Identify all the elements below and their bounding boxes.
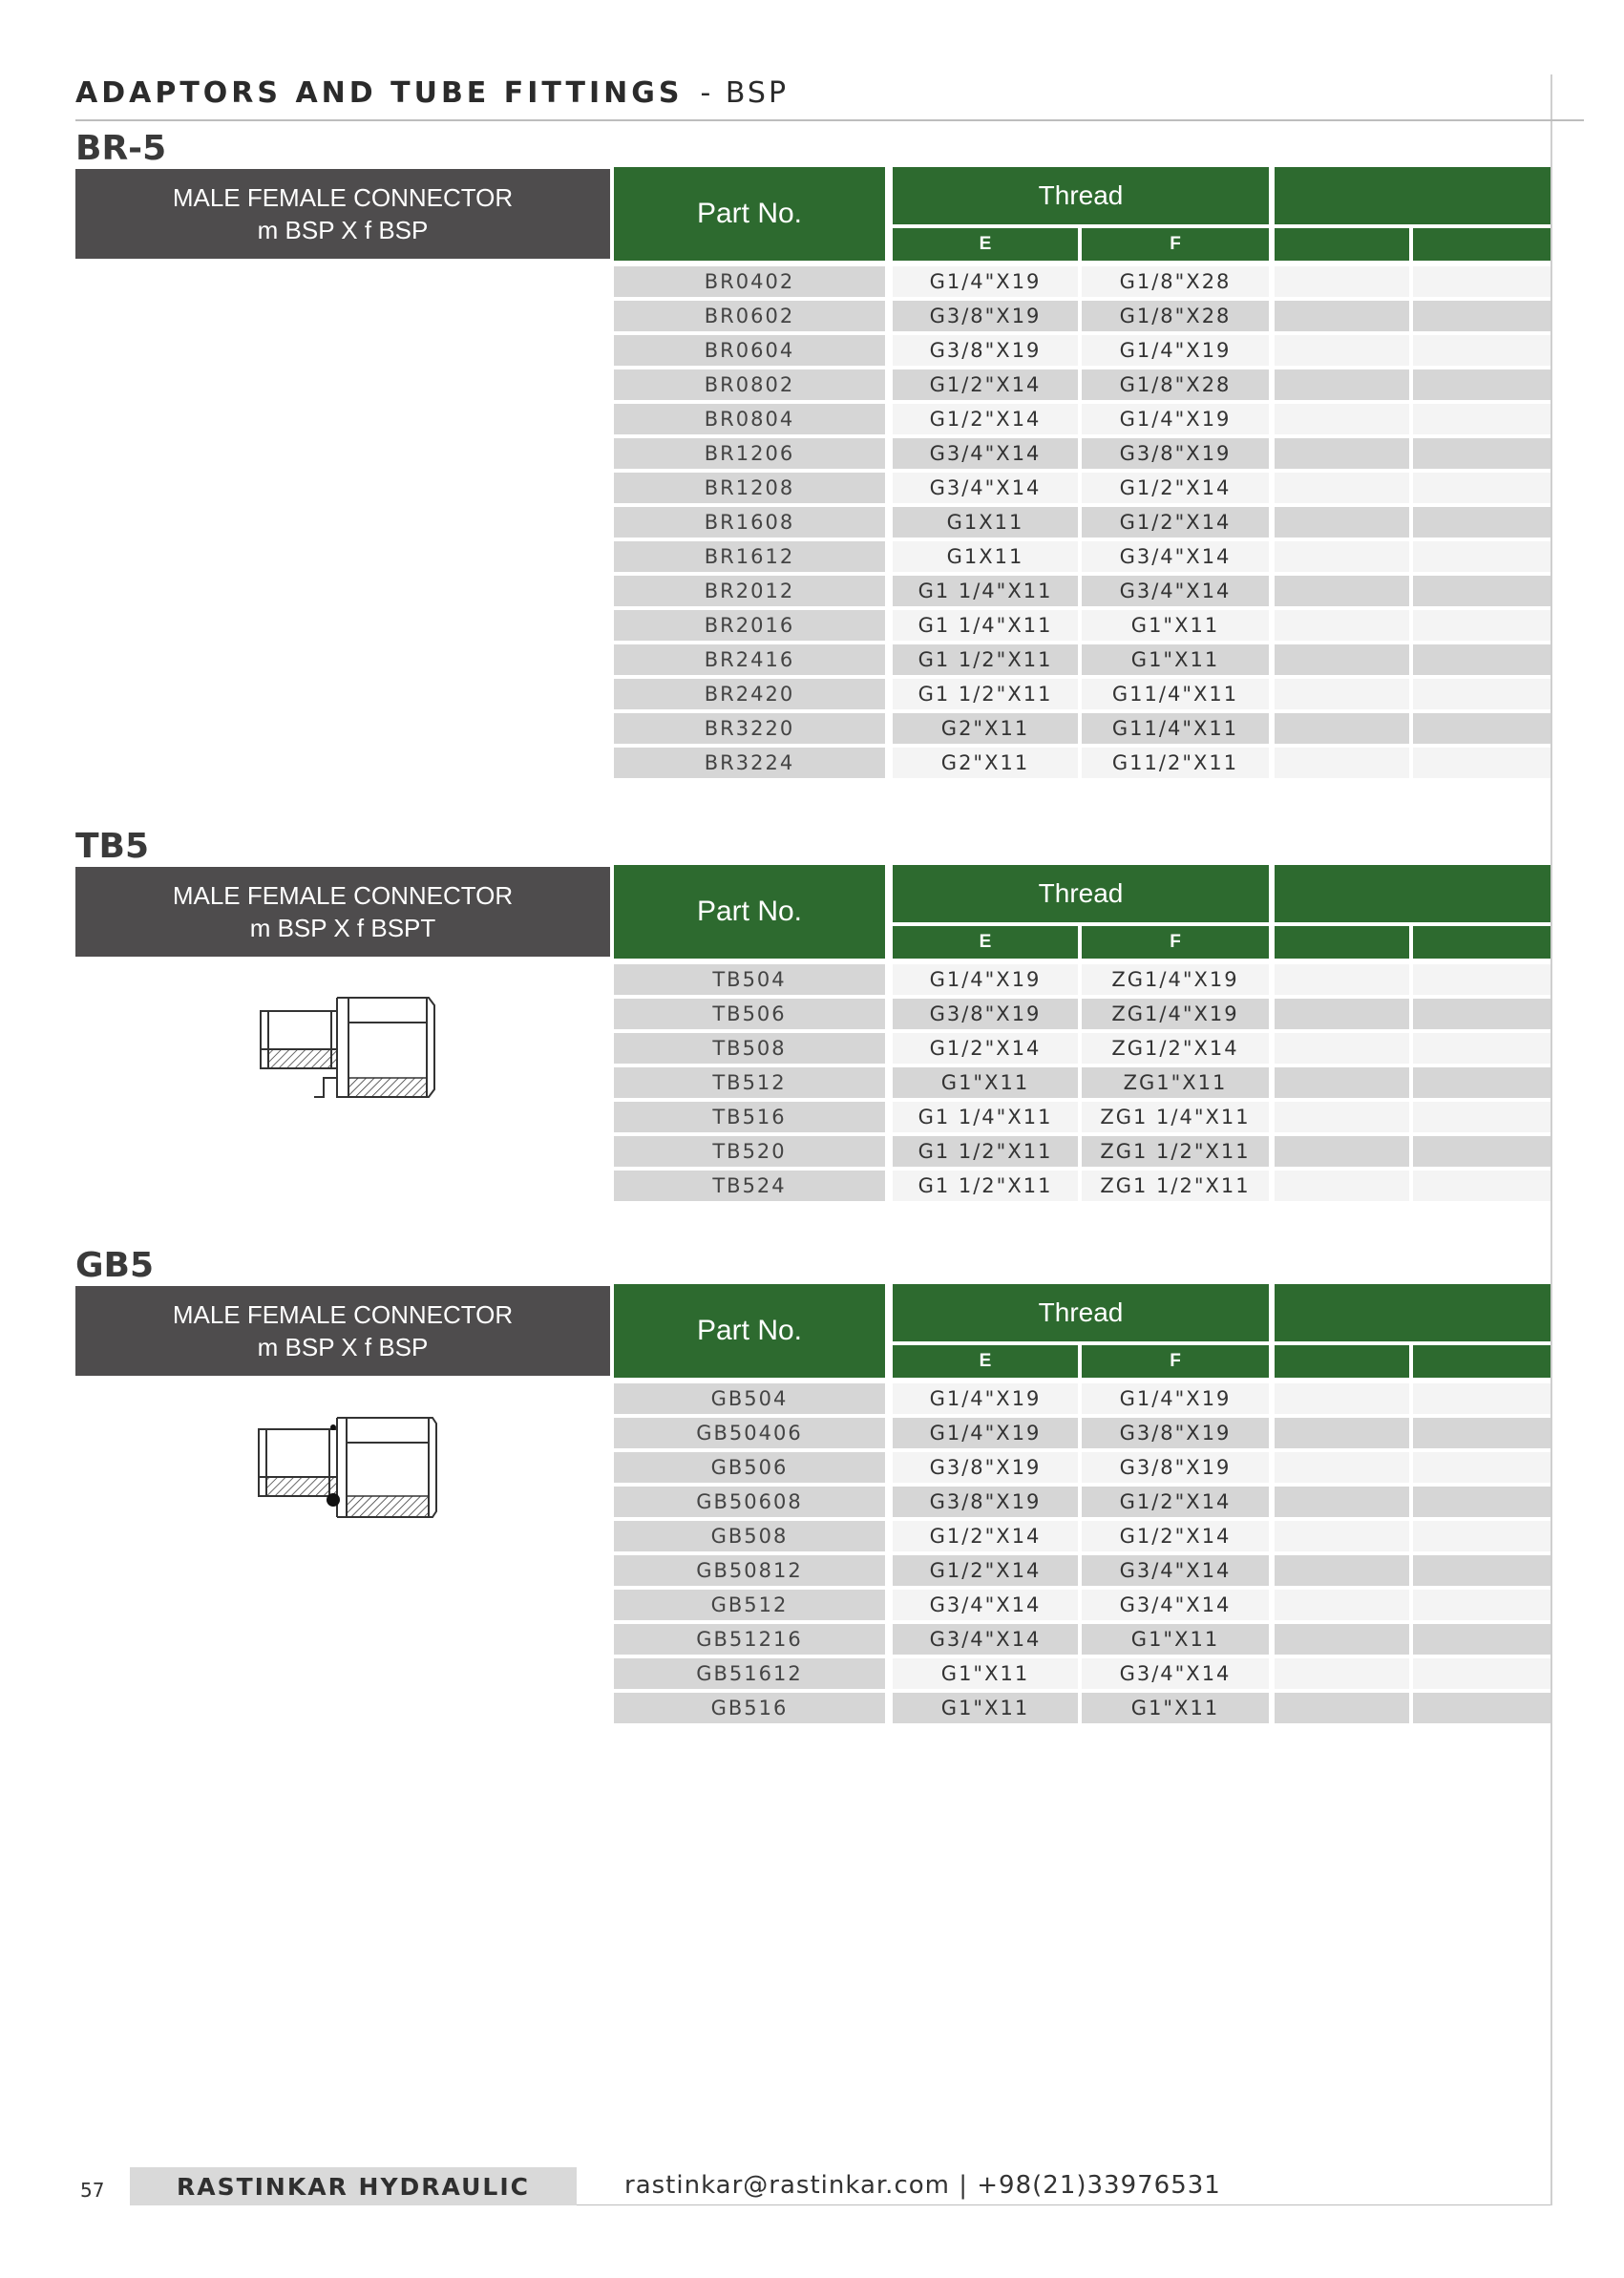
table-row	[614, 608, 1550, 643]
column-header-thread: Thread	[893, 865, 1269, 922]
thread-f-cell: G3/4"X14	[1082, 1590, 1269, 1620]
table-row	[614, 1382, 1550, 1416]
empty-cell	[1275, 1171, 1409, 1201]
part-number-cell: GB51612	[614, 1658, 885, 1689]
thread-f-cell: ZG1/4"X19	[1082, 999, 1269, 1029]
part-number-cell: GB51216	[614, 1624, 885, 1655]
section-code: BR-5	[75, 129, 167, 168]
thread-f-cell: G3/8"X19	[1082, 1418, 1269, 1448]
section-label-line1: MALE FEMALE CONNECTOR	[172, 183, 514, 212]
part-number-cell: TB508	[614, 1033, 885, 1064]
part-number-cell: GB504	[614, 1383, 885, 1414]
column-header-f: F	[1082, 1345, 1269, 1378]
thread-f-cell: G1/8"X28	[1082, 301, 1269, 331]
footer-brand: RASTINKAR HYDRAULIC	[130, 2167, 577, 2205]
empty-cell	[1413, 610, 1550, 641]
thread-e-cell: G1 1/2"X11	[893, 644, 1078, 675]
page-title-subtitle: - BSP	[700, 76, 790, 110]
empty-cell	[1275, 1418, 1409, 1448]
section-code: TB5	[75, 827, 150, 866]
column-header-blank	[1275, 865, 1550, 922]
empty-cell	[1413, 576, 1550, 606]
column-header-blank	[1275, 228, 1409, 261]
thread-e-cell: G3/4"X14	[893, 1624, 1078, 1655]
part-number-cell: TB506	[614, 999, 885, 1029]
empty-cell	[1275, 1487, 1409, 1517]
table-row	[614, 1622, 1550, 1656]
table-row	[614, 1100, 1550, 1134]
empty-cell	[1275, 541, 1409, 572]
empty-cell	[1413, 1555, 1550, 1586]
empty-cell	[1275, 438, 1409, 469]
empty-cell	[1413, 1590, 1550, 1620]
empty-cell	[1413, 1171, 1550, 1201]
section-label-line1: MALE FEMALE CONNECTOR	[172, 1300, 514, 1329]
thread-f-cell: G1/4"X19	[1082, 1383, 1269, 1414]
thread-e-cell: G1X11	[893, 507, 1078, 538]
thread-e-cell: G3/8"X19	[893, 999, 1078, 1029]
empty-cell	[1275, 679, 1409, 709]
table-row	[614, 1691, 1550, 1725]
empty-cell	[1275, 404, 1409, 434]
thread-f-cell: G1/2"X14	[1082, 1521, 1269, 1551]
empty-cell	[1413, 1487, 1550, 1517]
part-number-cell: BR3224	[614, 748, 885, 778]
thread-f-cell: G1/4"X19	[1082, 404, 1269, 434]
empty-cell	[1413, 335, 1550, 366]
empty-cell	[1413, 1067, 1550, 1098]
section-label	[75, 867, 610, 957]
part-number-cell: TB512	[614, 1067, 885, 1098]
footer-divider	[577, 2204, 1550, 2205]
column-header-thread: Thread	[893, 1284, 1269, 1341]
thread-e-cell: G3/8"X19	[893, 1487, 1078, 1517]
empty-cell	[1413, 541, 1550, 572]
table-row	[614, 1588, 1550, 1622]
thread-f-cell: G1/2"X14	[1082, 1487, 1269, 1517]
thread-f-cell: G1/2"X14	[1082, 473, 1269, 503]
thread-e-cell: G1/2"X14	[893, 1521, 1078, 1551]
part-number-cell: BR1206	[614, 438, 885, 469]
part-number-cell: BR0602	[614, 301, 885, 331]
thread-e-cell: G1/4"X19	[893, 1383, 1078, 1414]
part-number-cell: BR2416	[614, 644, 885, 675]
thread-e-cell: G1/4"X19	[893, 964, 1078, 995]
empty-cell	[1275, 1136, 1409, 1167]
thread-e-cell: G1 1/2"X11	[893, 1136, 1078, 1167]
thread-f-cell: G3/4"X14	[1082, 1658, 1269, 1689]
part-number-cell: TB520	[614, 1136, 885, 1167]
thread-f-cell: ZG1"X11	[1082, 1067, 1269, 1098]
thread-e-cell: G1/4"X19	[893, 1418, 1078, 1448]
part-number-cell: GB508	[614, 1521, 885, 1551]
thread-f-cell: G1"X11	[1082, 1693, 1269, 1723]
empty-cell	[1413, 1033, 1550, 1064]
thread-e-cell: G1"X11	[893, 1693, 1078, 1723]
section-label-line1: MALE FEMALE CONNECTOR	[172, 881, 514, 910]
part-number-cell: TB504	[614, 964, 885, 995]
empty-cell	[1275, 610, 1409, 641]
thread-f-cell: G1"X11	[1082, 1624, 1269, 1655]
part-number-cell: GB506	[614, 1452, 885, 1483]
column-header-part-no: Part No.	[614, 167, 885, 261]
empty-cell	[1413, 1418, 1550, 1448]
empty-cell	[1275, 301, 1409, 331]
column-header-blank	[1413, 228, 1550, 261]
thread-f-cell: G1/2"X14	[1082, 507, 1269, 538]
thread-f-cell: G3/4"X14	[1082, 576, 1269, 606]
section-code: GB5	[75, 1246, 155, 1285]
thread-f-cell: G11/4"X11	[1082, 679, 1269, 709]
thread-e-cell: G1"X11	[893, 1067, 1078, 1098]
empty-cell	[1413, 1452, 1550, 1483]
thread-e-cell: G1"X11	[893, 1658, 1078, 1689]
thread-f-cell: ZG1/2"X14	[1082, 1033, 1269, 1064]
empty-cell	[1275, 1067, 1409, 1098]
empty-cell	[1413, 507, 1550, 538]
empty-cell	[1413, 1658, 1550, 1689]
table-row	[614, 1065, 1550, 1100]
thread-e-cell: G3/8"X19	[893, 301, 1078, 331]
thread-e-cell: G1/2"X14	[893, 404, 1078, 434]
thread-e-cell: G1X11	[893, 541, 1078, 572]
page-title	[75, 76, 789, 110]
thread-f-cell: ZG1/4"X19	[1082, 964, 1269, 995]
empty-cell	[1275, 1555, 1409, 1586]
thread-f-cell: G1"X11	[1082, 644, 1269, 675]
part-number-cell: GB50812	[614, 1555, 885, 1586]
empty-cell	[1413, 999, 1550, 1029]
thread-e-cell: G1 1/2"X11	[893, 1171, 1078, 1201]
part-number-cell: BR2016	[614, 610, 885, 641]
thread-e-cell: G1 1/4"X11	[893, 576, 1078, 606]
empty-cell	[1413, 1136, 1550, 1167]
empty-cell	[1275, 644, 1409, 675]
table-row	[614, 264, 1550, 299]
part-number-cell: BR1612	[614, 541, 885, 572]
column-header-blank	[1275, 167, 1550, 224]
empty-cell	[1413, 1383, 1550, 1414]
table-row	[614, 1031, 1550, 1065]
empty-cell	[1275, 1452, 1409, 1483]
part-number-cell: BR2420	[614, 679, 885, 709]
section-label-line2: m BSP X f BSP	[257, 1333, 429, 1361]
thread-f-cell: G1/4"X19	[1082, 335, 1269, 366]
thread-e-cell: G2"X11	[893, 713, 1078, 744]
empty-cell	[1413, 964, 1550, 995]
column-header-part-no: Part No.	[614, 865, 885, 959]
parts-table-body	[614, 962, 1550, 1203]
table-row	[614, 677, 1550, 711]
section-label-line2: m BSP X f BSPT	[249, 914, 436, 942]
table-row	[614, 574, 1550, 608]
table-row	[614, 333, 1550, 368]
column-header-blank	[1413, 926, 1550, 959]
table-row	[614, 1519, 1550, 1553]
empty-cell	[1275, 1658, 1409, 1689]
empty-cell	[1275, 1521, 1409, 1551]
parts-table-body	[614, 264, 1550, 780]
table-row	[614, 962, 1550, 997]
thread-e-cell: G3/4"X14	[893, 1590, 1078, 1620]
section-gb5	[75, 1246, 1550, 1742]
thread-f-cell: G3/8"X19	[1082, 438, 1269, 469]
column-header-e: E	[893, 1345, 1078, 1378]
empty-cell	[1275, 748, 1409, 778]
column-header-blank	[1275, 1345, 1409, 1378]
empty-cell	[1413, 1102, 1550, 1132]
column-header-e: E	[893, 228, 1078, 261]
fitting-drawing-gb5	[257, 1408, 438, 1523]
empty-cell	[1413, 679, 1550, 709]
empty-cell	[1413, 369, 1550, 400]
thread-e-cell: G2"X11	[893, 748, 1078, 778]
table-row	[614, 539, 1550, 574]
thread-f-cell: G3/8"X19	[1082, 1452, 1269, 1483]
part-number-cell: BR3220	[614, 713, 885, 744]
table-row	[614, 997, 1550, 1031]
table-row	[614, 1450, 1550, 1485]
section-label	[75, 1286, 610, 1376]
page-title-main: ADAPTORS AND TUBE FITTINGS	[75, 76, 684, 110]
thread-e-cell: G3/8"X19	[893, 1452, 1078, 1483]
column-header-part-no: Part No.	[614, 1284, 885, 1378]
thread-e-cell: G3/4"X14	[893, 473, 1078, 503]
empty-cell	[1275, 576, 1409, 606]
part-number-cell: BR0402	[614, 266, 885, 297]
parts-table-body	[614, 1382, 1550, 1725]
table-row	[614, 471, 1550, 505]
table-row	[614, 368, 1550, 402]
part-number-cell: GB50608	[614, 1487, 885, 1517]
thread-f-cell: G1"X11	[1082, 610, 1269, 641]
column-header-f: F	[1082, 926, 1269, 959]
thread-e-cell: G1/2"X14	[893, 1555, 1078, 1586]
part-number-cell: TB516	[614, 1102, 885, 1132]
empty-cell	[1275, 1383, 1409, 1414]
table-row	[614, 1553, 1550, 1588]
page-right-border	[1550, 74, 1552, 2205]
part-number-cell: BR2012	[614, 576, 885, 606]
empty-cell	[1413, 1521, 1550, 1551]
thread-f-cell: G3/4"X14	[1082, 1555, 1269, 1586]
empty-cell	[1413, 644, 1550, 675]
table-row	[614, 1485, 1550, 1519]
thread-e-cell: G3/4"X14	[893, 438, 1078, 469]
table-row	[614, 402, 1550, 436]
thread-f-cell: G1/8"X28	[1082, 266, 1269, 297]
thread-f-cell: G1/8"X28	[1082, 369, 1269, 400]
empty-cell	[1413, 473, 1550, 503]
empty-cell	[1275, 1693, 1409, 1723]
table-row	[614, 746, 1550, 780]
empty-cell	[1275, 369, 1409, 400]
empty-cell	[1275, 266, 1409, 297]
fitting-drawing-tb5	[257, 984, 438, 1099]
empty-cell	[1413, 1693, 1550, 1723]
column-header-f: F	[1082, 228, 1269, 261]
section-br5	[75, 129, 1550, 778]
title-divider	[75, 119, 1584, 121]
thread-f-cell: ZG1 1/2"X11	[1082, 1136, 1269, 1167]
thread-f-cell: ZG1 1/4"X11	[1082, 1102, 1269, 1132]
thread-e-cell: G1 1/4"X11	[893, 610, 1078, 641]
thread-e-cell: G3/8"X19	[893, 335, 1078, 366]
table-row	[614, 711, 1550, 746]
table-row	[614, 436, 1550, 471]
thread-f-cell: G11/2"X11	[1082, 748, 1269, 778]
part-number-cell: GB516	[614, 1693, 885, 1723]
column-header-e: E	[893, 926, 1078, 959]
thread-e-cell: G1 1/4"X11	[893, 1102, 1078, 1132]
part-number-cell: GB512	[614, 1590, 885, 1620]
thread-e-cell: G1 1/2"X11	[893, 679, 1078, 709]
thread-e-cell: G1/4"X19	[893, 266, 1078, 297]
empty-cell	[1413, 748, 1550, 778]
table-row	[614, 505, 1550, 539]
empty-cell	[1413, 266, 1550, 297]
table-row	[614, 299, 1550, 333]
page-number: 57	[80, 2179, 105, 2202]
empty-cell	[1275, 1624, 1409, 1655]
part-number-cell: GB50406	[614, 1418, 885, 1448]
empty-cell	[1275, 713, 1409, 744]
empty-cell	[1275, 335, 1409, 366]
empty-cell	[1275, 1102, 1409, 1132]
footer-contact: rastinkar@rastinkar.com | +98(21)33976531	[624, 2171, 1221, 2200]
thread-e-cell: G1/2"X14	[893, 369, 1078, 400]
empty-cell	[1275, 1033, 1409, 1064]
table-row	[614, 1134, 1550, 1169]
table-row	[614, 643, 1550, 677]
empty-cell	[1413, 301, 1550, 331]
empty-cell	[1275, 964, 1409, 995]
thread-e-cell: G1/2"X14	[893, 1033, 1078, 1064]
section-label	[75, 169, 610, 259]
part-number-cell: TB524	[614, 1171, 885, 1201]
empty-cell	[1275, 999, 1409, 1029]
empty-cell	[1275, 473, 1409, 503]
empty-cell	[1275, 507, 1409, 538]
thread-f-cell: G11/4"X11	[1082, 713, 1269, 744]
empty-cell	[1413, 438, 1550, 469]
thread-f-cell: ZG1 1/2"X11	[1082, 1171, 1269, 1201]
part-number-cell: BR0604	[614, 335, 885, 366]
table-row	[614, 1169, 1550, 1203]
empty-cell	[1413, 1624, 1550, 1655]
table-row	[614, 1656, 1550, 1691]
table-row	[614, 1416, 1550, 1450]
column-header-thread: Thread	[893, 167, 1269, 224]
part-number-cell: BR1208	[614, 473, 885, 503]
section-label-line2: m BSP X f BSP	[257, 216, 429, 244]
empty-cell	[1413, 713, 1550, 744]
section-tb5	[75, 827, 1550, 1209]
part-number-cell: BR0804	[614, 404, 885, 434]
column-header-blank	[1275, 926, 1409, 959]
empty-cell	[1275, 1590, 1409, 1620]
part-number-cell: BR0802	[614, 369, 885, 400]
column-header-blank	[1413, 1345, 1550, 1378]
column-header-blank	[1275, 1284, 1550, 1341]
empty-cell	[1413, 404, 1550, 434]
thread-f-cell: G3/4"X14	[1082, 541, 1269, 572]
part-number-cell: BR1608	[614, 507, 885, 538]
